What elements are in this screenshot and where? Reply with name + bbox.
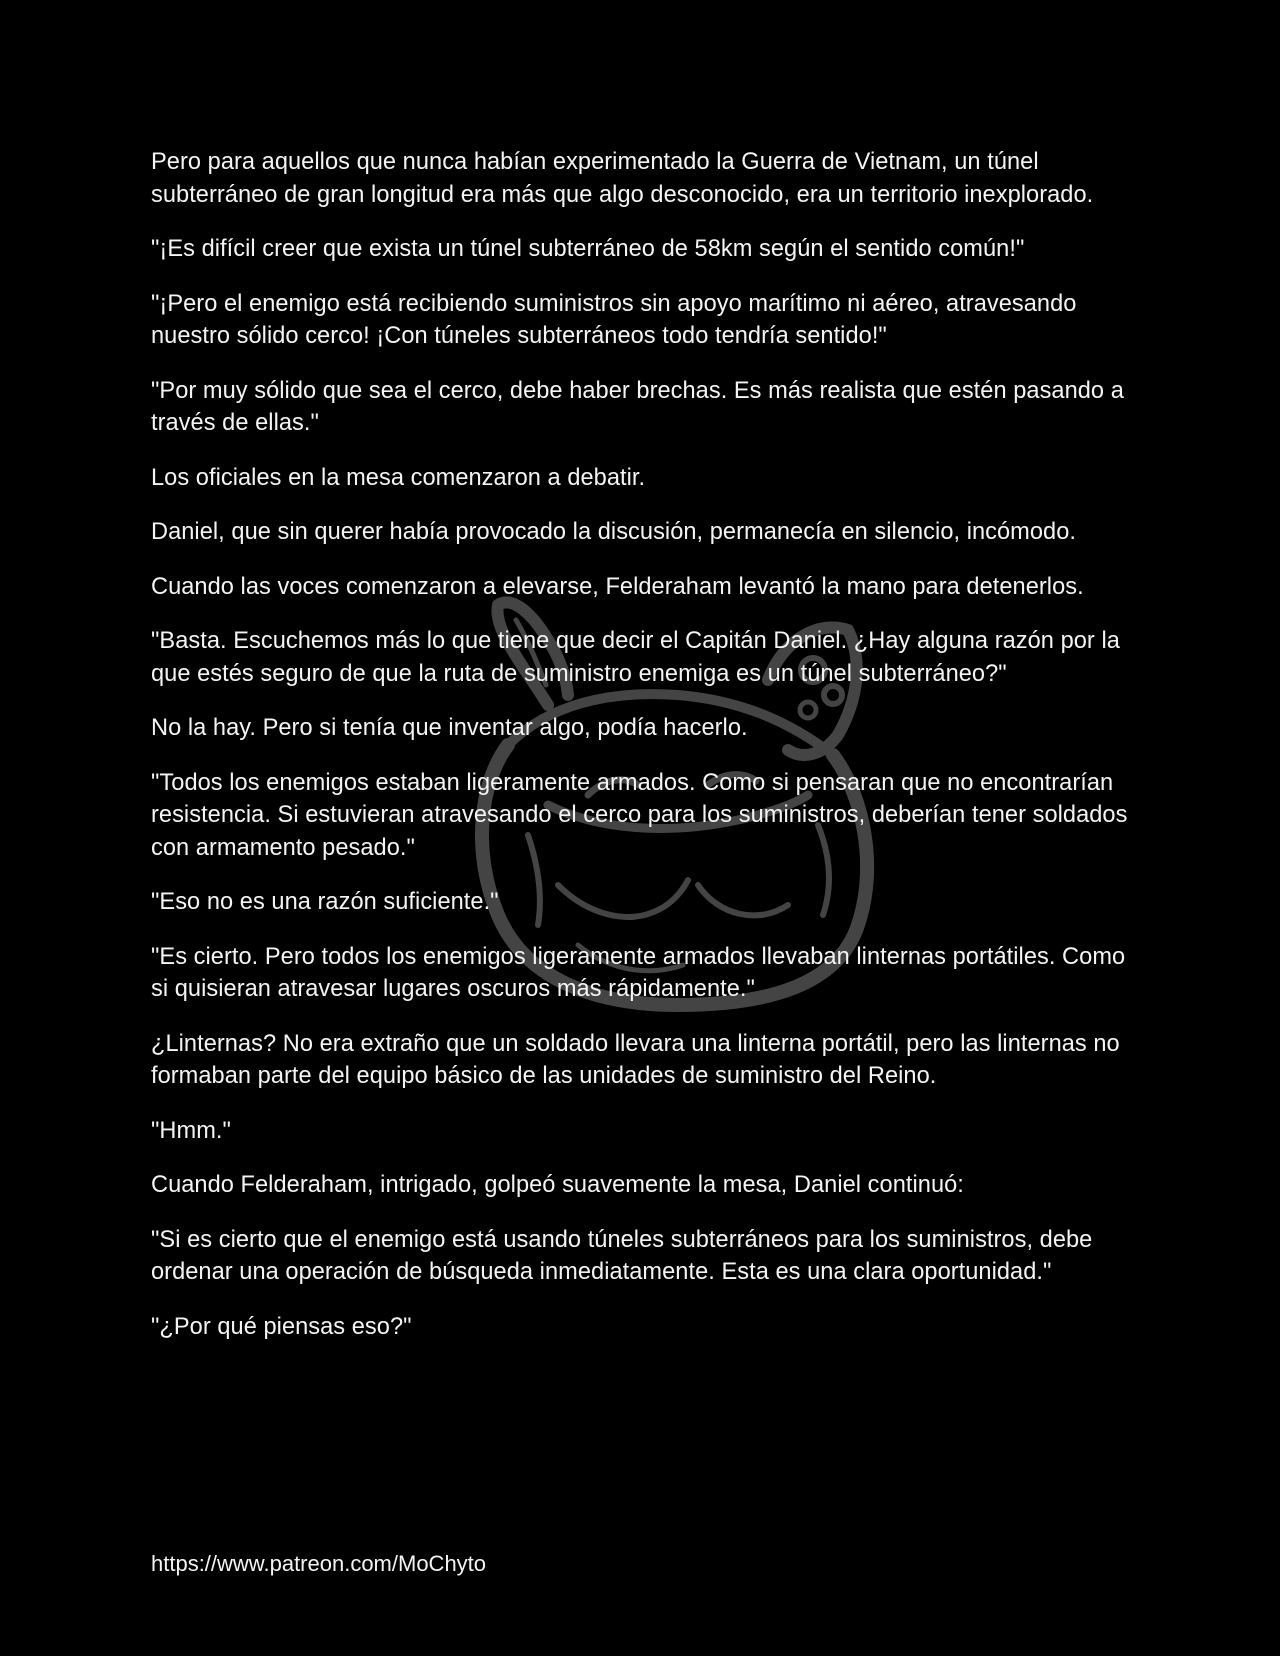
paragraph: Cuando Felderaham, intrigado, golpeó suavemente la mesa, Daniel continuó: <box>151 1172 964 1198</box>
paragraph: "¿Por qué piensas eso?" <box>151 1313 412 1340</box>
paragraph: "Si es cierto que el enemigo está usando túneles subterráneos para los suministros, debe ordenar una operación de búsqueda inmediatamente. Esta es una clara oportunidad." <box>151 1226 1093 1285</box>
paragraph: ¿Linternas? No era extraño que un soldado llevara una linterna portátil, pero las linternas no formaban parte del equipo básico de las unidades de suministro del Reino. <box>151 1030 1120 1089</box>
paragraph: No la hay. Pero si tenía que inventar algo, podía hacerlo. <box>151 715 748 741</box>
story-text <box>151 146 1141 1365</box>
paragraph: Cuando las voces comenzaron a elevarse, Felderaham levantó la mano para detenerlos. <box>151 573 1084 600</box>
paragraph: Pero para aquellos que nunca habían experimentado la Guerra de Vietnam, un túnel subterráneo de gran longitud era más que algo desconocido, era un territorio inexplorado. <box>151 149 1094 208</box>
paragraph: Los oficiales en la mesa comenzaron a debatir. <box>151 464 646 491</box>
paragraph: "Eso no es una razón suficiente." <box>151 889 499 915</box>
paragraph: "Por muy sólido que sea el cerco, debe haber brechas. Es más realista que estén pasando a través de ellas." <box>151 377 1124 436</box>
paragraph: "Basta. Escuchemos más lo que tiene que decir el Capitán Daniel. ¿Hay alguna razón por la que estés seguro de que la ruta de suministro enemiga es un túnel subterráneo?" <box>151 628 1120 687</box>
paragraph: "Es cierto. Pero todos los enemigos ligeramente armados llevaban linternas portátiles. Como si quisieran atravesar lugares oscuros más rápidamente." <box>151 943 1126 1002</box>
paragraph: "¡Pero el enemigo está recibiendo suministros sin apoyo marítimo ni aéreo, atravesando nuestro sólido cerco! ¡Con túneles subterráneos todo tendría sentido!" <box>151 290 1077 349</box>
paragraph: Daniel, que sin querer había provocado la discusión, permanecía en silencio, incómodo. <box>151 519 1077 545</box>
patreon-link[interactable]: https://www.patreon.com/MoChyto <box>151 1551 487 1576</box>
paragraph: "Hmm." <box>151 1117 231 1144</box>
paragraph: "Todos los enemigos estaban ligeramente armados. Como si pensaran que no encontrarían resistencia. Si estuvieran atravesando el cerco para los suministros, deberían tener soldados con armamento pesado." <box>151 769 1128 861</box>
paragraph: "¡Es difícil creer que exista un túnel subterráneo de 58km según el sentido común!" <box>151 236 1025 262</box>
